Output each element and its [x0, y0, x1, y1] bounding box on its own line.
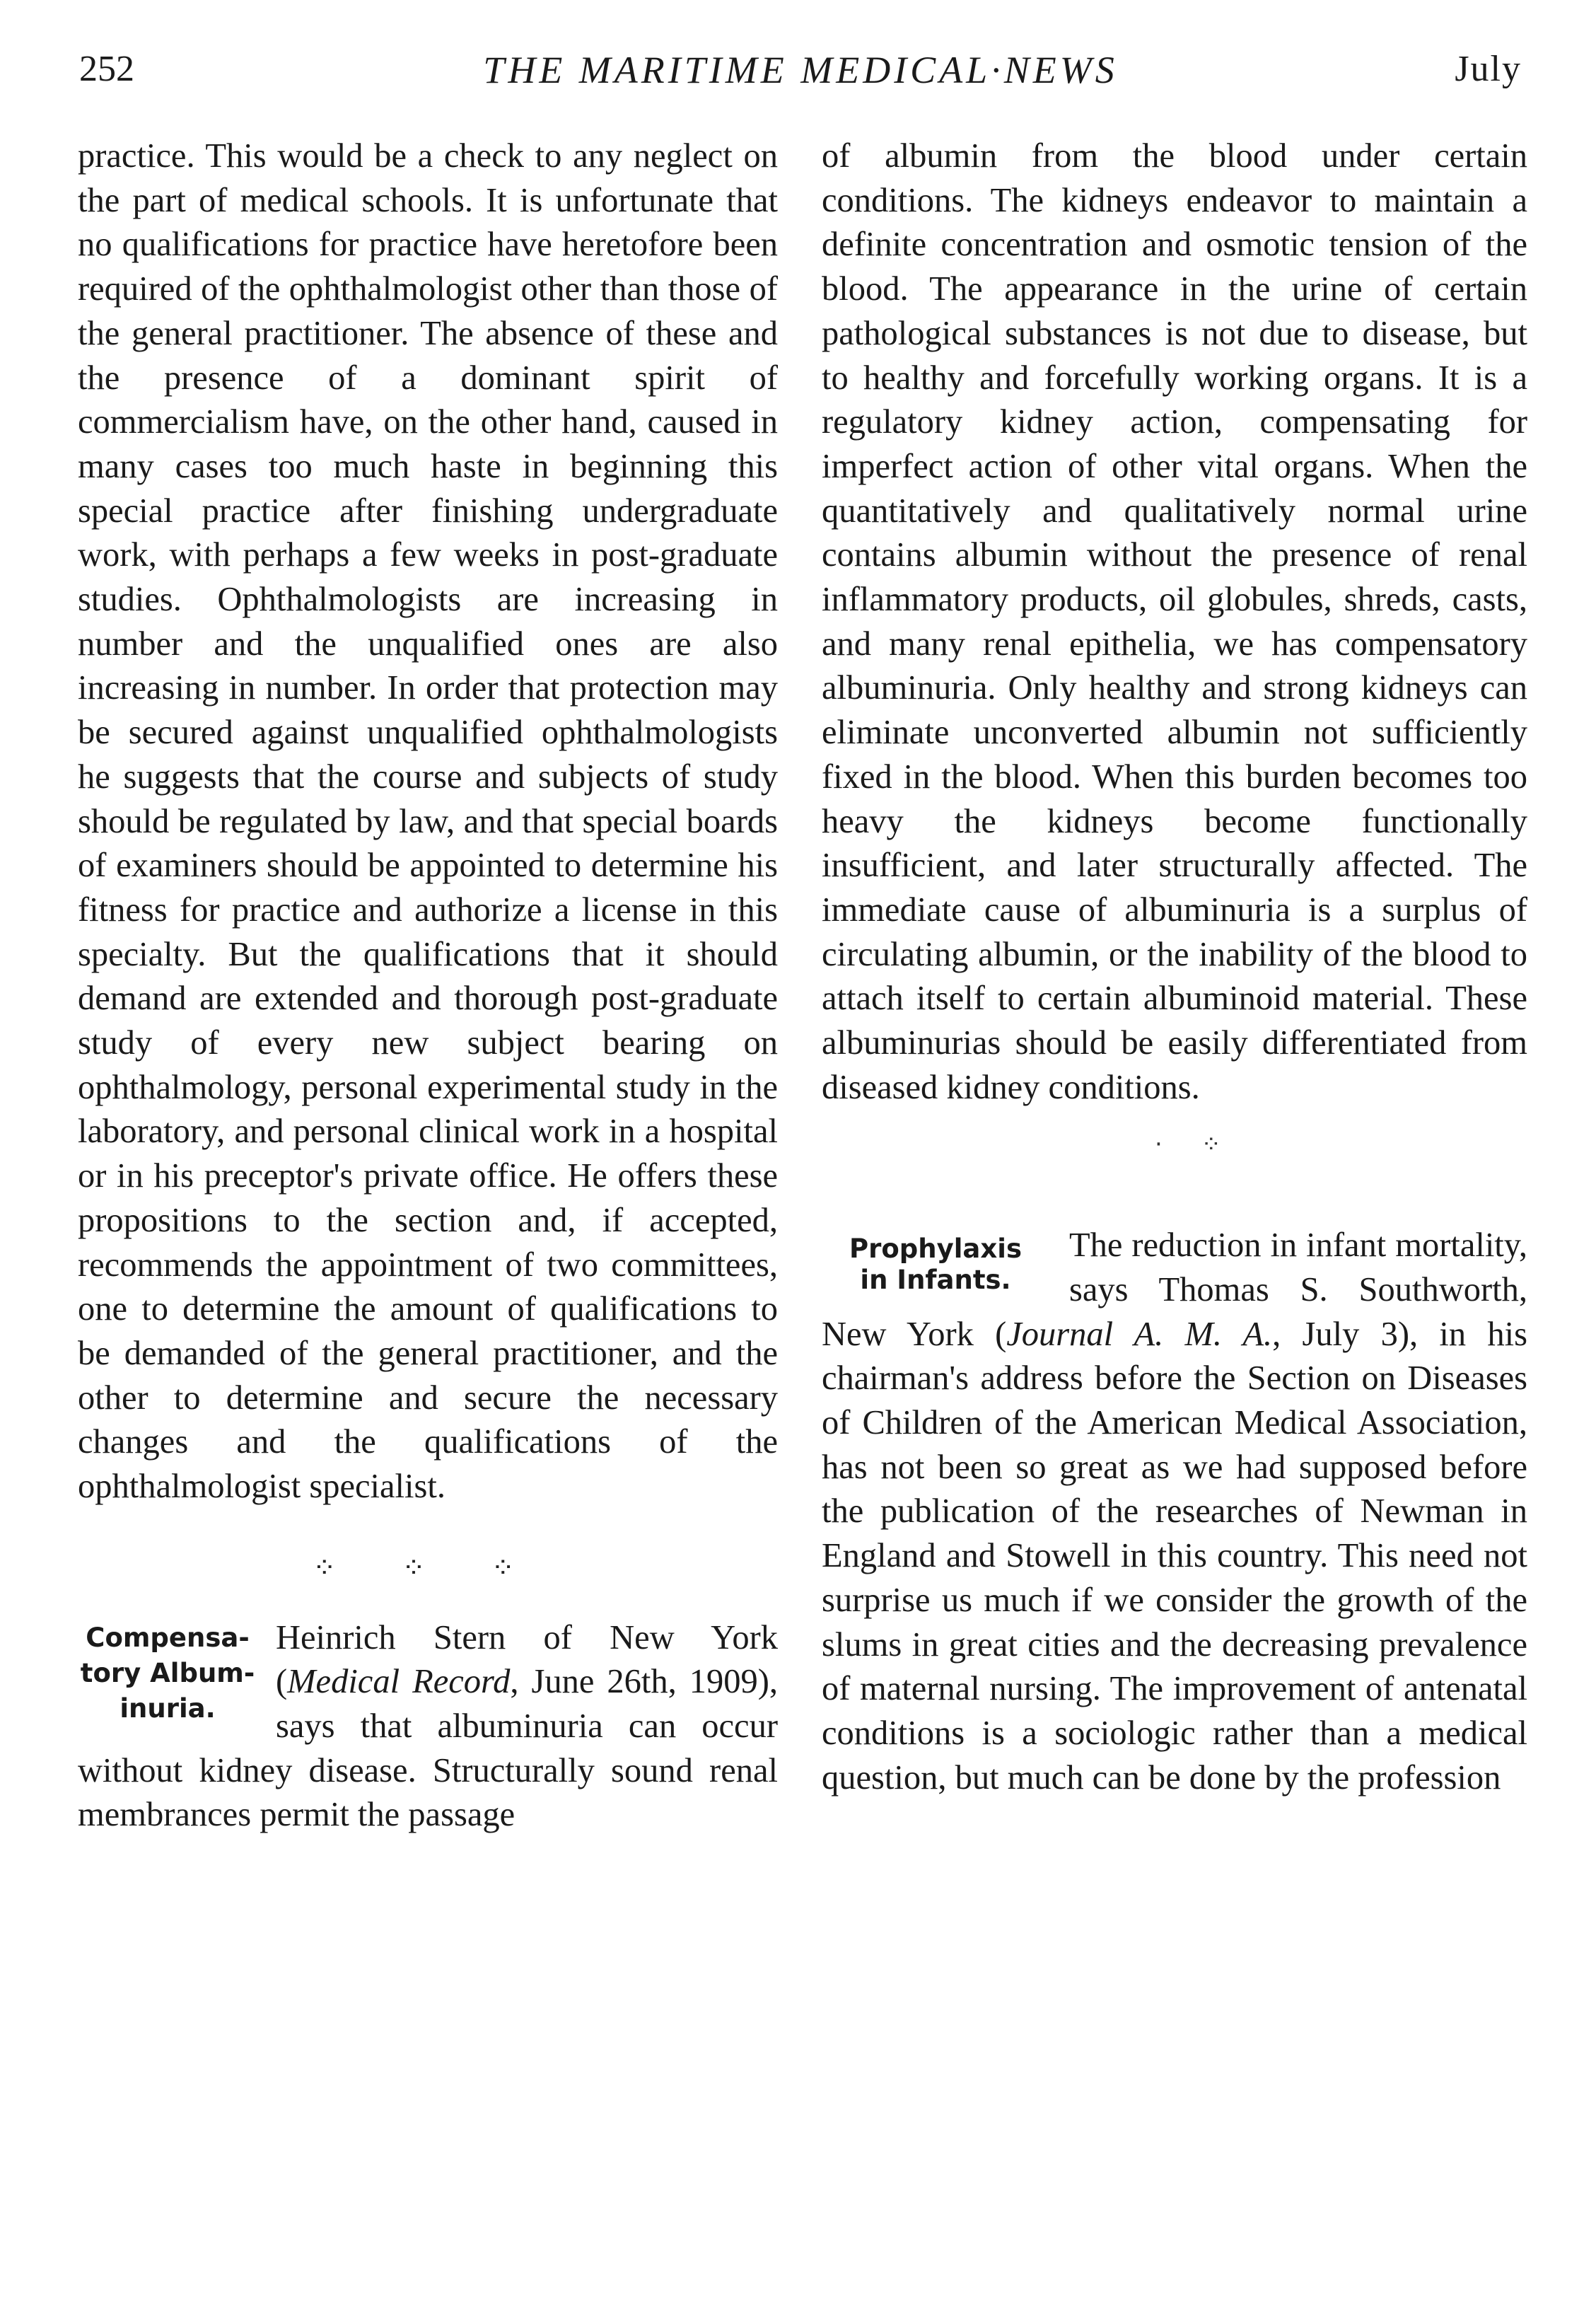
sidehead-compensatory-albuminuria — [72, 1620, 263, 1726]
sidehead-line: tory Album- — [80, 1657, 255, 1688]
sidehead-prophylaxis-in-infants — [819, 1234, 1052, 1296]
infant-mortality-paragraph — [822, 1224, 1527, 1800]
ophthalmology-paragraph: practice. This would be a check to any neglect on the part of medical schools. It is unfortunate that no qualifications for practice have heretofore been required of the ophthalmologist other than those of the general practitioner. The absence of these and the presence of a dominant spirit of commercialism have, on the other hand, caused in many cases too much haste in beginning this special practice after finishing undergraduate work, with perhaps a few weeks in post-graduate studies. Ophthalmologists are increasing in number and the unqualified ones are also increasing in number. In order that protection may be secured against unqualified ophthalmologists he suggests that the course and subjects of study should be regulated by law, and that special boards of examiners should be appointed to determine his fitness for practice and authorize a license in this specialty. But the qualifications that it should demand are extended and thorough post-graduate study of every new subject bearing on ophthalmology, personal experimental study in the laboratory, and personal clinical work in a hospital or in his preceptor's private office. He offers these propositions to the section and, if accepted, recommends the appointment of two committees, one to determine the amount of qualifications to be demanded of the general practitioner, and the other to determine and secure the necessary changes and the qualifications of the ophthalmologist specialist. — [78, 137, 778, 1506]
prophylaxis-in-infants-article — [822, 1224, 1527, 1800]
source-citation: Medical Record — [287, 1663, 511, 1701]
left-column — [78, 134, 778, 1838]
compensatory-albuminuria-article — [78, 1616, 778, 1838]
infant-mortality-lead-text: The reduction in infant mortality, says Thomas S. Southworth, New York ( — [822, 1226, 1527, 1353]
journal-title: THE MARITIME MEDICAL·NEWS — [483, 49, 1118, 91]
running-head — [79, 48, 1522, 112]
sidehead-line: in Infants. — [860, 1265, 1011, 1296]
sidehead-line: Prophylaxis — [849, 1234, 1022, 1265]
section-ornament: ⁘ ⁘ ⁘ — [313, 1551, 543, 1584]
albuminuria-lead-text: Heinrich Stern of New York ( — [276, 1618, 778, 1701]
right-column — [822, 134, 1527, 1800]
source-citation: Journal A. M. A. — [1006, 1315, 1273, 1353]
infant-mortality-body-text: , July 3), in his chairman's address before the Section on Diseases of Children of the American Medical Association, has not been so great as we had supposed before the publication of the researches of Newman in England and Stowell in this country. This need not surprise us much if we consider the growth of the slums in great cities and the decreasing prevalence of maternal nursing. The improvement of antenatal conditions is a sociologic rather than a medical question, but much can be done by the profession — [822, 1315, 1528, 1797]
column-gutter — [799, 134, 800, 2249]
issue-month: July — [1455, 49, 1522, 89]
albuminuria-paragraph-continued: of albumin from the blood under certain conditions. The kidneys endeavor to maintain a definite concentration and osmotic tension of the blood. The appearance in the urine of certain pathological substances is not due to disease, but to healthy and forcefully working organs. It is a regulatory kidney action, compensating for imperfect action of other vital organs. When the quantitatively and qualitatively normal urine contains albumin without the presence of renal inflammatory products, oil globules, shreds, casts, and many renal epithelia, we has compensatory albuminuria. Only healthy and strong kidneys can eliminate unconverted albumin not sufficiently fixed in the blood. When this burden becomes too heavy the kidneys become functionally insufficient, and later structurally affected. The immediate cause of albuminuria is a surplus of circulating albumin, or the inability of the blood to attach itself to certain albuminoid material. These albuminurias should be easily differentiated from diseased kidney conditions. — [822, 137, 1527, 1106]
albuminuria-body-text: , June 26th, 1909), says that albuminuria can occur without kidney disease. Structurally sound renal membrances permit the passage — [78, 1663, 778, 1834]
page-number: 252 — [79, 49, 134, 89]
section-ornament: · ⁘ — [1154, 1130, 1237, 1159]
sidehead-line: inuria. — [120, 1693, 216, 1724]
sidehead-line: Compensa- — [86, 1622, 250, 1653]
